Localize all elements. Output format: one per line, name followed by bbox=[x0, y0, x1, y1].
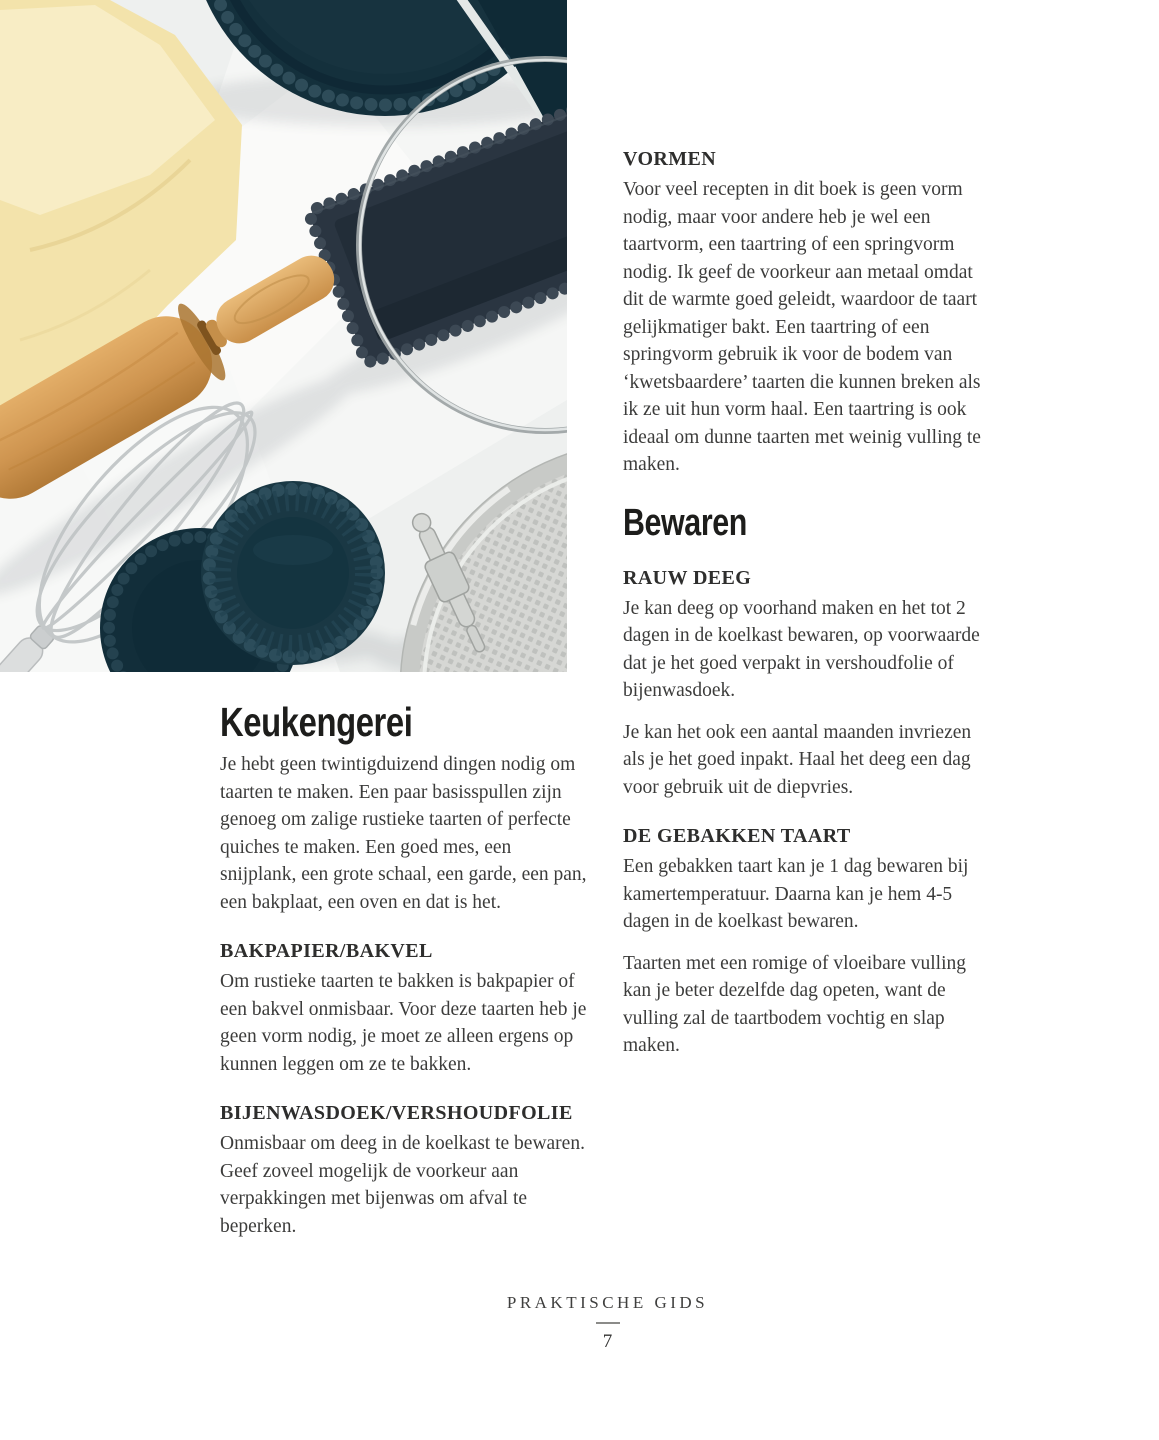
section-heading-keukengerei: Keukengerei bbox=[220, 699, 413, 745]
subhead-bakpapier: BAKPAPIER/BAKVEL bbox=[220, 940, 433, 962]
subhead-gebakken-taart: DE GEBAKKEN TAART bbox=[623, 825, 851, 847]
section-heading-bewaren: Bewaren bbox=[623, 501, 747, 544]
right-column bbox=[623, 147, 985, 1074]
left-column bbox=[220, 701, 592, 1254]
subhead-rauw-deeg: RAUW DEEG bbox=[623, 566, 752, 589]
keukengerei-intro: Je hebt geen twintigduizend dingen nodig om taarten te maken. Een paar basisspullen zijn genoeg om zalige rustieke taarten of perfecte quiches te maken. Een goed mes, een snijplank, een grote schaal, een garde, een pan, een bakplaat, een oven en dat is het. bbox=[220, 754, 587, 913]
vormen-body: Voor veel recepten in dit boek is geen vorm nodig, maar voor andere heb je wel een taartvorm, een taartring of een springvorm nodig. Ik geef de voorkeur aan metaal omdat dit de warmte goed geleidt, waardoor de taart gelijkmatiger bakt. Een taartring of een springvorm gebruik ik voor de bodem van ‘kwetsbaardere’ taarten die kunnen breken als ik ze uit hun vorm haal. Een taartring is ook ideaal om dunne taarten met weinig vulling te maken. bbox=[623, 179, 981, 475]
page-number: 7 bbox=[602, 1331, 613, 1352]
rauw-deeg-p1: Je kan deeg op voorhand maken en het tot 2 dagen in de koelkast bewaren, op voorwaarde dat je het goed verpakt in vershoudfolie of bijenwasdoek. bbox=[623, 597, 980, 701]
gebakken-taart-p2: Taarten met een romige of vloeibare vulling kan je beter dezelfde dag opeten, want de vulling zal de taartbodem vochtig en slap maken. bbox=[623, 952, 967, 1056]
subhead-vormen: VORMEN bbox=[623, 148, 717, 170]
bijenwasdoek-body: Onmisbaar om deeg in de koelkast te bewaren. Geef zoveel mogelijk de voorkeur aan verpakkingen met bijenwas om afval te beperken. bbox=[220, 1133, 585, 1237]
baking-tools-illustration bbox=[0, 0, 567, 672]
rauw-deeg-p2: Je kan het ook een aantal maanden invriezen als je het goed inpakt. Haal het deeg een dag voor gebruik uit de diepvries. bbox=[623, 721, 972, 798]
page-footer bbox=[220, 1293, 995, 1353]
gebakken-taart-p1: Een gebakken taart kan je 1 dag bewaren bij kamertemperatuur. Daarna kan je hem 4-5 dagen in de koelkast bewaren. bbox=[623, 856, 969, 932]
bakpapier-body: Om rustieke taarten te bakken is bakpapier of een bakvel onmisbaar. Voor deze taarten heb je geen vorm nodig, je moet ze alleen ergens op kunnen leggen om ze te bakken. bbox=[220, 971, 587, 1075]
baking-tools-photo bbox=[0, 0, 567, 672]
footer-rule bbox=[596, 1322, 620, 1324]
footer-section-label: PRAKTISCHE GIDS bbox=[506, 1293, 709, 1312]
subhead-bijenwasdoek: BIJENWASDOEK/VERSHOUDFOLIE bbox=[220, 1102, 573, 1124]
